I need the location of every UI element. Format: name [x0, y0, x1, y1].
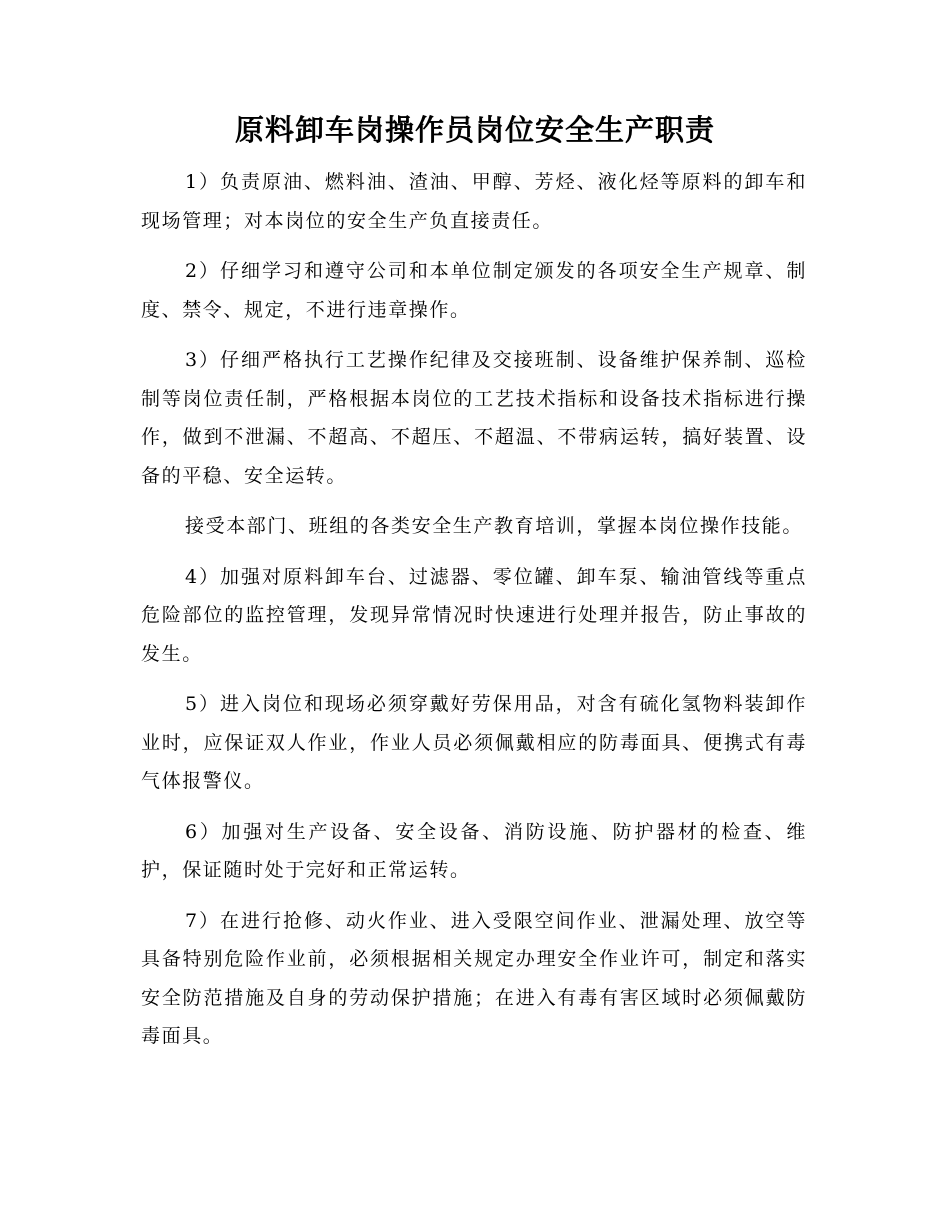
paragraph-7: 6）加强对生产设备、安全设备、消防设施、防护器材的检查、维护，保证随时处于完好和正常运转。	[141, 820, 807, 881]
paragraph-3: 3）仔细严格执行工艺操作纪律及交接班制、设备维护保养制、巡检制等岗位责任制，严格根据本岗位的工艺技术指标和设备技术指标进行操作，做到不泄漏、不超高、不超压、不超温、不带病运转，搞好装置、设备的平稳、安全运转。	[141, 349, 807, 487]
paragraph-6: 5）进入岗位和现场必须穿戴好劳保用品，对含有硫化氢物料装卸作业时，应保证双人作业，作业人员必须佩戴相应的防毒面具、便携式有毒气体报警仪。	[141, 693, 807, 792]
paragraph-5: 4）加强对原料卸车台、过滤器、零位罐、卸车泵、输油管线等重点危险部位的监控管理，发现异常情况时快速进行处理并报告，防止事故的发生。	[141, 565, 807, 665]
paragraph-8: 7）在进行抢修、动火作业、进入受限空间作业、泄漏处理、放空等具备特别危险作业前，必须根据相关规定办理安全作业许可，制定和落实安全防范措施及自身的劳动保护措施；在进入有毒有害区域时必须佩戴防毒面具。	[141, 909, 807, 1047]
paragraph-4: 接受本部门、班组的各类安全生产教育培训，掌握本岗位操作技能。	[185, 515, 804, 537]
paragraph-2: 2）仔细学习和遵守公司和本单位制定颁发的各项安全生产规章、制度、禁令、规定，不进行违章操作。	[141, 260, 807, 321]
paragraph-1: 1）负责原油、燃料油、渣油、甲醇、芳烃、液化烃等原料的卸车和现场管理；对本岗位的安全生产负直接责任。	[141, 171, 807, 232]
document-body	[141, 163, 807, 1068]
document-title: 原料卸车岗操作员岗位安全生产职责	[234, 113, 715, 147]
